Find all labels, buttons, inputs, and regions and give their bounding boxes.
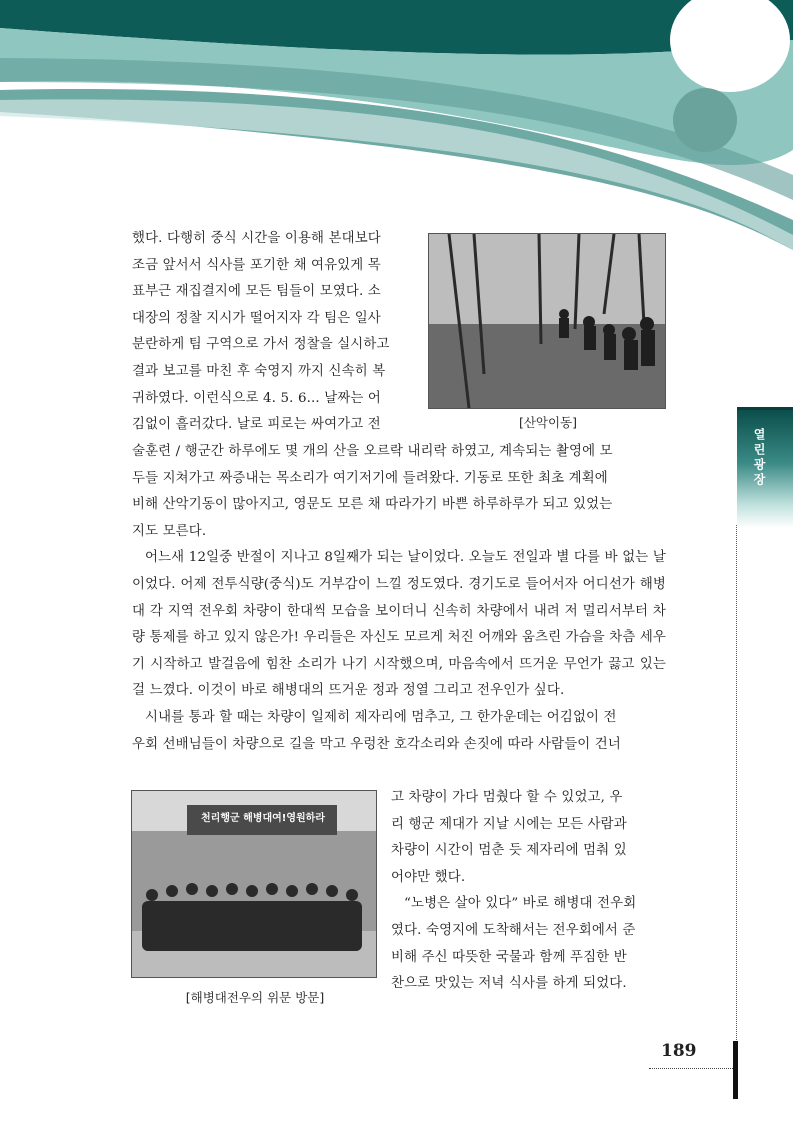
text-line: 분란하게 팀 구역으로 가서 정찰을 실시하고 [132, 337, 390, 353]
paragraph-full-width [132, 439, 666, 758]
text-line: 대장의 정찰 지시가 떨어지자 각 팀은 일사 [132, 310, 381, 326]
paragraph-2: 어느새 12일중 반절이 지나고 8일째가 되는 날이었다. 오늘도 전일과 별 다를 바 없는 날이었다. 어제 전투식량(중식)도 거부감이 느낄 정도였다. 경기도로 들어서자 어디선가 해병대 각 지역 전우회 차량이 한대씩 모습을 보이더니 신속히 차량에서 내려 저 멀리서부터 차량 통제를 하고 있지 않은가! 우리들은 자신도 모르게 처진 어깨와 움츠린 가슴을 차츰 세우기 시작하고 발걸음에 힘찬 소리가 나기 시작했으며, 마음속에서 뜨거운 무언가 끓고 있는 걸 느꼈다. 이것이 바로 해병대의 뜨거운 정과 정열 그리고 전우인가 싶다. [132, 550, 666, 699]
page-number-rule [649, 1068, 733, 1069]
photo-veterans-visit [131, 790, 377, 978]
text-line: 시내를 통과 할 때는 차량이 일제히 제자리에 멈추고, 그 한가운데는 어김없이 전 [145, 709, 617, 725]
text-line: 두들 지쳐가고 짜증내는 목소리가 여기저기에 들려왔다. 기동로 또한 최초 계획에 [132, 470, 608, 486]
section-side-tab [737, 407, 793, 528]
text-line: 고 차량이 가다 멈췄다 할 수 있었고, 우 [391, 790, 623, 805]
page-number-bar [733, 1041, 738, 1099]
text-line: 차량이 시간이 멈춘 듯 제자리에 멈춰 있 [391, 843, 627, 859]
text-line: “노병은 살아 있다” 바로 해병대 전우회 [404, 896, 637, 912]
text-line: 였다. 숙영지에 도착해서는 전우회에서 준 [391, 922, 636, 938]
caption-veterans-visit: [해병대전우의 위문 방문] [185, 990, 325, 1005]
margin-dotted-line [736, 525, 737, 1040]
text-line: 리 행군 제대가 지날 시에는 모든 사람과 [391, 816, 627, 832]
text-line: 우회 선배님들이 차량으로 길을 막고 우렁찬 호각소리와 손짓에 따라 사람들이 건너 [132, 736, 621, 752]
text-line: 어야만 했다. [391, 869, 466, 885]
paragraph-3-narrow [391, 785, 666, 998]
text-line: 표부근 재집결지에 모든 팀들이 모였다. 소 [132, 284, 381, 300]
text-line: 지도 모른다. [132, 523, 207, 539]
text-line: 김없이 흘러갔다. 날로 피로는 싸여가고 전 [132, 417, 381, 433]
text-line: 결과 보고를 마친 후 숙영지 까지 신속히 복 [132, 363, 386, 379]
text-line: 찬으로 맛있는 저녁 식사를 하게 되었다. [391, 976, 627, 992]
text-line: 귀하였다. 이런식으로 4. 5. 6... 날짜는 어 [132, 390, 381, 406]
text-line: 비해 주신 따뜻한 국물과 함께 푸짐한 반 [391, 949, 627, 965]
banner-text: 천리행군 해병대여!영원하라 [201, 813, 325, 824]
page-number: 189 [661, 1041, 697, 1061]
text-line: 조금 앞서서 식사를 포기한 채 여유있게 목 [132, 257, 381, 273]
paragraph-1-narrow [132, 226, 415, 439]
text-line: 비해 산악기동이 많아지고, 영문도 모른 채 따라가기 바쁜 하루하루가 되고 있었는 [132, 497, 613, 513]
decor-circle-icon [673, 88, 737, 152]
text-line: 했다. 다행히 중식 시간을 이용해 본대보다 [132, 231, 381, 246]
photo-mountain-march [428, 233, 666, 409]
side-tab-label: 열린광장 [752, 428, 766, 488]
caption-mountain-march: [산악이동] [518, 415, 578, 430]
text-line: 술훈련 / 행군간 하루에도 몇 개의 산을 오르락 내리락 하였고, 계속되는 촬영에 모 [132, 444, 613, 459]
